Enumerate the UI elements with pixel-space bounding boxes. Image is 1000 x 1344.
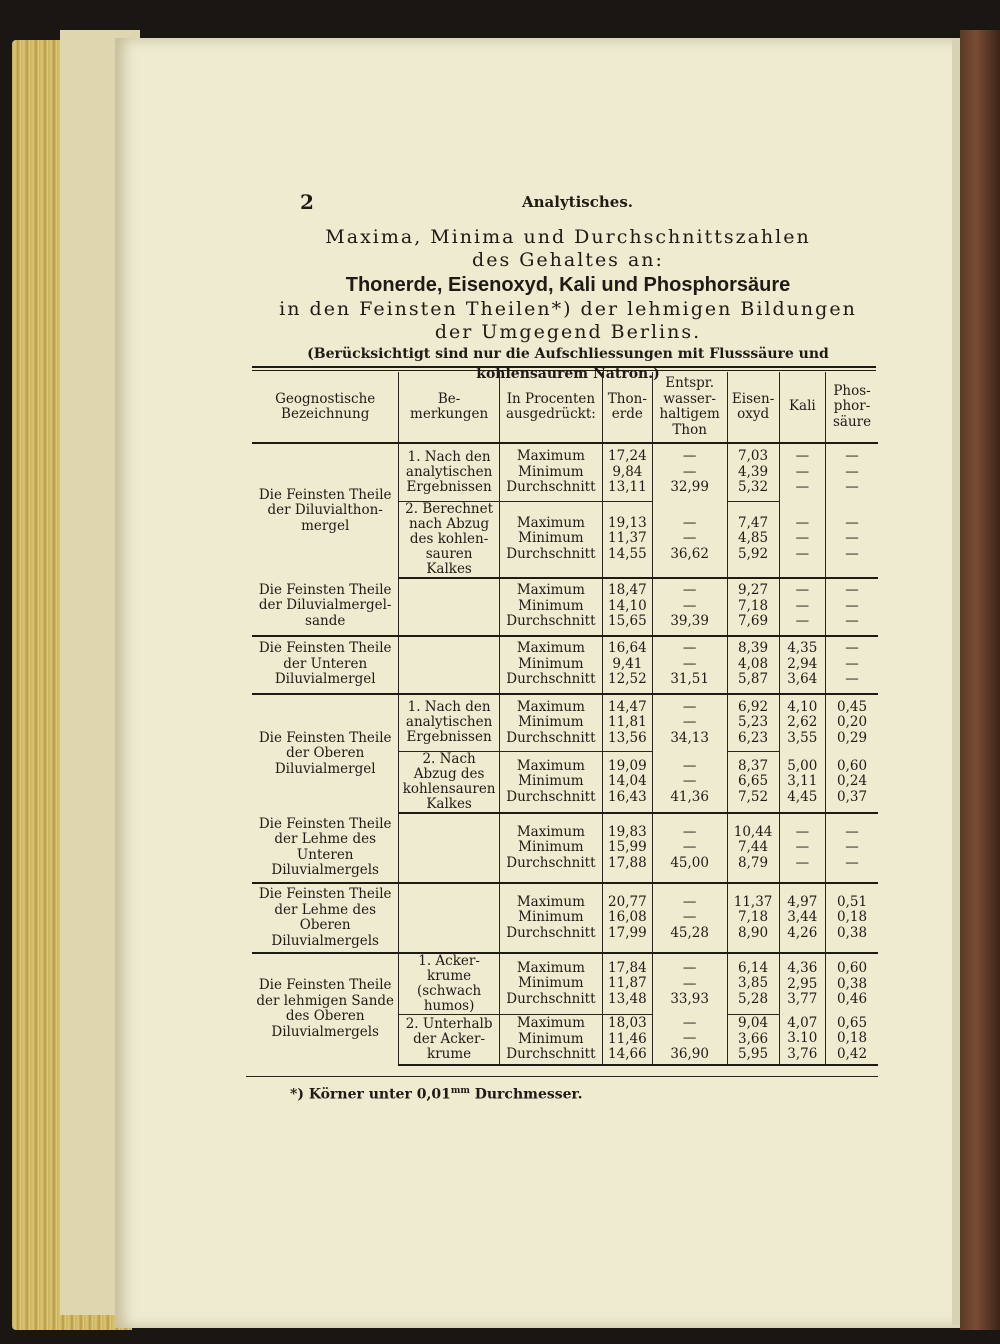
pho-values: [826, 636, 878, 694]
table-row: [252, 636, 878, 694]
kali-value: 3,76: [787, 1045, 818, 1062]
was-value: —: [682, 698, 697, 715]
was-values: [652, 883, 727, 953]
stat-label-max: Maximum: [516, 893, 585, 910]
thon-value: 9,41: [612, 655, 643, 672]
thon-values: [602, 883, 652, 953]
stat-label-max: Maximum: [516, 823, 585, 840]
title-line-4: in den Feinsten Theilen*) der lehmigen Bildungen: [279, 298, 857, 320]
stat-label-max: Maximum: [516, 582, 585, 599]
was-value: 41,36: [670, 788, 709, 805]
footnote-rule: [246, 1076, 878, 1077]
stat-label-avg: Durchschnitt: [506, 613, 596, 630]
was-value: —: [682, 757, 697, 774]
thon-value: 16,64: [608, 640, 647, 657]
was-value: —: [682, 773, 697, 789]
eis-value: 5,28: [738, 990, 769, 1007]
table-row: [252, 694, 878, 752]
thon-value: 17,88: [608, 854, 647, 871]
table-title: [250, 226, 886, 384]
pho-value: —: [845, 671, 859, 688]
thon-value: 19,09: [608, 757, 647, 774]
thon-value: 14,47: [608, 698, 647, 715]
kali-value: 3.10: [787, 1030, 818, 1047]
eis-value: 6,23: [738, 729, 769, 746]
stat-labels: [499, 636, 602, 694]
kali-values: [779, 953, 826, 1015]
was-values: [652, 578, 727, 636]
pho-value: —: [845, 514, 859, 531]
was-value: —: [682, 975, 697, 992]
pho-values: [826, 752, 878, 814]
page-number: 2: [300, 190, 314, 214]
eis-values: [727, 501, 779, 578]
eis-value: 5,92: [738, 545, 769, 562]
pho-values: [826, 694, 878, 752]
thon-value: 16,08: [608, 909, 647, 926]
was-value: —: [682, 655, 697, 672]
eis-values: [727, 636, 779, 694]
was-values: [652, 752, 727, 814]
footnote: [290, 1086, 583, 1103]
eis-value: 4,39: [738, 463, 769, 480]
remark-cell: [399, 636, 499, 694]
kali-values: [779, 1015, 826, 1065]
stat-label-min: Minimum: [518, 714, 584, 730]
was-values: [652, 1015, 727, 1065]
thon-value: 17,24: [608, 448, 647, 464]
kali-value: 3,44: [787, 909, 818, 926]
pho-value: —: [845, 839, 859, 856]
title-note: (Berücksichtigt sind nur die Aufschliessungen mit Flusssäure und kohlensaurem Natron.): [307, 346, 829, 382]
kali-value: 4,45: [787, 788, 818, 805]
header-eisenoxyd: Eisen- oxyd: [727, 372, 779, 443]
stat-label-max: Maximum: [516, 959, 585, 976]
thon-value: 20,77: [608, 893, 647, 910]
kali-value: 4,97: [787, 893, 818, 910]
eis-value: 4,08: [738, 655, 769, 672]
pho-value: 0,18: [837, 909, 868, 926]
stat-label-max: Maximum: [516, 640, 585, 657]
was-value: 33,93: [670, 991, 709, 1007]
remark-cell: [399, 578, 499, 636]
was-value: —: [682, 530, 697, 546]
was-value: 31,51: [670, 671, 709, 688]
geo-designation: Die Feinsten Theile der lehmigen Sande des Oberen Diluvialmergels: [256, 977, 395, 1040]
pho-value: 0,29: [837, 729, 868, 746]
thon-value: 9,84: [612, 463, 643, 480]
kali-value: 4,07: [787, 1014, 818, 1031]
was-values: [652, 501, 727, 578]
pho-value: 0,60: [837, 757, 868, 774]
pho-value: 0,38: [837, 924, 868, 941]
remark-cell: 1. Nach den analytischen Ergebnissen: [399, 694, 499, 752]
kali-value: 4,26: [787, 924, 818, 941]
thon-value: 18,47: [608, 582, 647, 599]
kali-value: 3,77: [787, 991, 818, 1007]
table-row: [252, 953, 878, 1015]
header-thonerde: Thon- erde: [602, 372, 652, 443]
kali-values: [779, 443, 826, 501]
eis-value: 7,18: [738, 597, 769, 614]
was-values: [652, 443, 727, 501]
kali-values: [779, 752, 826, 814]
stat-label-min: Minimum: [518, 597, 584, 614]
eis-value: 7,18: [738, 909, 769, 926]
stat-label-max: Maximum: [516, 514, 585, 531]
was-value: —: [682, 839, 697, 856]
was-value: 36,90: [670, 1045, 709, 1062]
table-row: [252, 578, 878, 636]
thon-value: 11,46: [608, 1030, 647, 1047]
stat-label-avg: Durchschnitt: [506, 854, 596, 871]
eis-values: [727, 883, 779, 953]
kali-values: [779, 813, 826, 883]
was-value: —: [682, 597, 697, 614]
eis-value: 7,47: [738, 514, 769, 531]
was-value: 36,62: [670, 545, 709, 562]
eis-values: [727, 813, 779, 883]
kali-values: [779, 578, 826, 636]
kali-value: 5,00: [787, 757, 818, 774]
was-value: —: [682, 909, 697, 926]
thon-values: [602, 578, 652, 636]
kali-value: —: [795, 839, 810, 856]
table-header-row: [252, 372, 878, 443]
pho-values: [826, 1015, 878, 1065]
thon-value: 11,81: [608, 714, 647, 730]
kali-value: —: [795, 463, 810, 480]
was-value: —: [682, 448, 697, 465]
thon-value: 11,37: [608, 530, 647, 547]
geo-designation: Die Feinsten Theile der Diluvialthon- mergel: [258, 486, 392, 534]
stat-label-min: Minimum: [518, 1030, 584, 1047]
thon-value: 14,55: [608, 545, 647, 562]
kali-value: —: [795, 545, 810, 562]
pho-value: 0,18: [837, 1030, 868, 1047]
thon-value: 12,52: [608, 671, 647, 688]
thon-value: 17,99: [608, 924, 647, 941]
header-geo: Geognostische Bezeichnung: [252, 372, 399, 443]
stat-label-avg: Durchschnitt: [506, 788, 596, 805]
remark-cell: [399, 883, 499, 953]
eis-values: [727, 752, 779, 814]
table-top-rule: [252, 366, 876, 368]
remark-cell: 1. Acker- krume (schwach humos): [399, 953, 499, 1015]
pho-value: —: [845, 448, 859, 465]
stat-label-min: Minimum: [518, 655, 584, 672]
kali-value: —: [795, 597, 810, 614]
eis-value: 6,65: [738, 773, 769, 790]
kali-value: 4,35: [787, 640, 818, 657]
thon-values: [602, 1015, 652, 1065]
eis-value: 3,66: [738, 1030, 769, 1047]
title-line-1: Maxima, Minima und Durchschnittszahlen: [325, 226, 811, 248]
stat-labels: [499, 443, 602, 501]
header-kali: Kali: [779, 372, 826, 443]
thon-values: [602, 636, 652, 694]
pho-values: [826, 578, 878, 636]
stat-label-avg: Durchschnitt: [506, 671, 596, 688]
eis-value: 8,79: [738, 854, 769, 871]
pho-value: 0,42: [837, 1045, 868, 1062]
pho-values: [826, 953, 878, 1015]
kali-value: —: [795, 530, 810, 546]
stat-labels: [499, 1015, 602, 1065]
kali-value: 3,55: [787, 729, 818, 746]
thon-value: 15,99: [608, 839, 647, 856]
thon-value: 15,65: [608, 613, 647, 630]
pho-value: 0,60: [837, 960, 868, 976]
kali-value: —: [795, 613, 810, 630]
kali-value: —: [795, 854, 810, 871]
pho-value: —: [845, 582, 859, 599]
title-line-3: Thonerde, Eisenoxyd, Kali und Phosphorsäure: [345, 274, 791, 296]
kali-value: 3,11: [787, 773, 818, 789]
pho-value: —: [845, 854, 859, 871]
thon-value: 17,84: [608, 959, 647, 976]
kali-value: 2,95: [787, 975, 818, 992]
was-value: —: [682, 463, 697, 480]
geo-designation: Die Feinsten Theile der Lehme des Unteren Diluvialmergels: [252, 813, 399, 883]
pho-value: 0,38: [837, 975, 868, 992]
was-value: —: [682, 823, 697, 840]
thon-value: 13,11: [608, 479, 647, 495]
thon-values: [602, 813, 652, 883]
was-value: —: [682, 714, 697, 731]
stat-labels: [499, 752, 602, 814]
thon-value: 13,56: [608, 729, 647, 746]
eis-value: 4,85: [738, 530, 769, 547]
pho-value: —: [845, 545, 859, 562]
kali-values: [779, 636, 826, 694]
pho-value: —: [845, 530, 859, 546]
thon-value: 19,83: [608, 823, 647, 840]
was-value: —: [682, 1030, 697, 1047]
thon-value: 11,87: [608, 975, 647, 992]
kali-value: 3,64: [787, 671, 818, 688]
pho-value: 0,37: [837, 788, 868, 805]
header-bemerkungen: Be- merkungen: [399, 372, 499, 443]
eis-values: [727, 953, 779, 1015]
table-row: [252, 883, 878, 953]
thon-value: 19,13: [608, 514, 647, 531]
stat-label-min: Minimum: [518, 773, 584, 790]
kali-values: [779, 883, 826, 953]
thon-values: [602, 752, 652, 814]
remark-cell: 1. Nach den analytischen Ergebnissen: [399, 443, 499, 501]
stat-label-min: Minimum: [518, 839, 584, 856]
stat-label-max: Maximum: [516, 448, 585, 464]
stat-label-avg: Durchschnitt: [506, 924, 596, 941]
eis-values: [727, 694, 779, 752]
remark-cell: [399, 813, 499, 883]
was-value: —: [682, 960, 697, 976]
stat-label-avg: Durchschnitt: [506, 1046, 596, 1062]
remark-cell: 2. Nach Abzug des kohlensauren Kalkes: [399, 752, 499, 814]
was-values: [652, 694, 727, 752]
pho-values: [826, 883, 878, 953]
eis-value: 5,32: [738, 479, 769, 495]
eis-value: 7,69: [738, 613, 769, 630]
stat-label-min: Minimum: [518, 530, 584, 547]
pho-value: 0,45: [837, 698, 868, 715]
stat-label-max: Maximum: [516, 1015, 585, 1031]
pho-value: —: [845, 479, 859, 496]
remark-cell: 2. Berechnet nach Abzug des kohlen- sauren Kalkes: [399, 501, 499, 578]
stat-label-min: Minimum: [518, 909, 584, 926]
eis-value: 3,85: [738, 975, 769, 992]
eis-value: 9,27: [738, 582, 769, 599]
table-row: [252, 813, 878, 883]
stat-label-avg: Durchschnitt: [506, 545, 596, 562]
pho-values: [826, 443, 878, 501]
eis-value: 8,39: [738, 640, 769, 657]
stat-label-min: Minimum: [518, 975, 584, 992]
pho-value: 0,65: [837, 1014, 868, 1031]
thon-value: 14,04: [608, 773, 647, 790]
eis-value: 5,23: [738, 714, 769, 730]
was-value: —: [682, 640, 697, 657]
pho-value: —: [845, 640, 859, 657]
was-value: 45,00: [670, 854, 709, 871]
was-value: 45,28: [670, 924, 709, 941]
footnote-unit: mm: [450, 1086, 470, 1096]
stat-labels: [499, 883, 602, 953]
eis-value: 9,04: [738, 1015, 769, 1031]
eis-value: 5,95: [738, 1046, 769, 1062]
was-value: —: [682, 514, 697, 531]
remark-cell: 2. Unterhalb der Acker- krume: [399, 1015, 499, 1065]
kali-value: —: [795, 823, 810, 840]
eis-value: 7,52: [738, 788, 769, 805]
footnote-text: *) Körner unter 0,01: [290, 1086, 451, 1103]
book-cover-edge: [960, 30, 1000, 1330]
geo-designation: Die Feinsten Theile der Unteren Diluvialmergel: [252, 636, 399, 694]
header-wasserhaltigem-thon: Entspr. wasser- haltigem Thon: [652, 372, 727, 443]
eis-value: 8,37: [738, 757, 769, 774]
stat-label-avg: Durchschnitt: [506, 479, 596, 495]
thon-values: [602, 501, 652, 578]
eis-values: [727, 1015, 779, 1065]
thon-values: [602, 694, 652, 752]
pho-value: —: [845, 655, 859, 672]
pho-values: [826, 813, 878, 883]
was-value: —: [682, 1014, 697, 1031]
was-value: —: [682, 582, 697, 599]
stat-label-max: Maximum: [516, 698, 585, 715]
thon-value: 14,66: [608, 1046, 647, 1062]
kali-value: 4,36: [787, 960, 818, 976]
stat-labels: [499, 694, 602, 752]
title-line-2: des Gehaltes an:: [472, 249, 664, 271]
stat-labels: [499, 953, 602, 1015]
table-top-rule-thin: [252, 370, 876, 371]
eis-value: 6,92: [738, 698, 769, 715]
table-row: [252, 443, 878, 501]
table-body: [252, 443, 878, 1065]
eis-value: 7,44: [738, 839, 769, 856]
pho-value: 0,46: [837, 991, 868, 1007]
kali-value: 2,94: [787, 655, 818, 672]
eis-value: 7,03: [738, 448, 769, 464]
was-values: [652, 636, 727, 694]
running-head: Analytisches.: [522, 193, 633, 211]
thon-values: [602, 443, 652, 501]
eis-values: [727, 443, 779, 501]
pho-value: —: [845, 823, 859, 840]
stat-labels: [499, 501, 602, 578]
footnote-suffix: Durchmesser.: [469, 1086, 583, 1103]
stat-labels: [499, 813, 602, 883]
was-values: [652, 953, 727, 1015]
geo-designation: Die Feinsten Theile der Oberen Diluvialmergel: [258, 729, 392, 777]
kali-value: 4,10: [787, 698, 818, 715]
pho-values: [826, 501, 878, 578]
stat-label-avg: Durchschnitt: [506, 990, 596, 1007]
was-values: [652, 813, 727, 883]
thon-value: 18,03: [608, 1015, 647, 1031]
was-value: 32,99: [670, 479, 709, 496]
kali-values: [779, 694, 826, 752]
kali-value: —: [795, 479, 810, 496]
kali-value: —: [795, 514, 810, 531]
title-line-5: der Umgegend Berlins.: [434, 321, 702, 343]
thon-value: 13,48: [608, 990, 647, 1007]
stat-labels: [499, 578, 602, 636]
stat-label-max: Maximum: [516, 757, 585, 774]
geo-designation: Die Feinsten Theile der Diluvialmergel- sande: [252, 578, 399, 636]
pho-value: 0,20: [837, 714, 868, 731]
stat-label-avg: Durchschnitt: [506, 729, 596, 746]
kali-value: —: [795, 448, 810, 465]
header-phosphorsaeure: Phos- phor- säure: [826, 372, 878, 443]
data-table: [252, 372, 878, 1066]
eis-value: 5,87: [738, 671, 769, 688]
header-procenten: In Procenten ausgedrückt:: [499, 372, 602, 443]
thon-value: 16,43: [608, 788, 647, 805]
kali-values: [779, 501, 826, 578]
eis-value: 11,37: [733, 893, 773, 910]
eis-value: 10,44: [733, 823, 773, 840]
was-value: 34,13: [670, 729, 709, 746]
eis-value: 8,90: [738, 924, 769, 941]
kali-value: 2,62: [787, 714, 818, 731]
eis-value: 6,14: [738, 959, 769, 976]
pho-value: 0,51: [837, 893, 868, 910]
thon-values: [602, 953, 652, 1015]
pho-value: 0,24: [837, 773, 868, 789]
geo-designation: Die Feinsten Theile der Lehme des Oberen Diluvialmergels: [252, 883, 399, 953]
stat-label-min: Minimum: [518, 463, 584, 480]
pho-value: —: [845, 613, 859, 630]
eis-values: [727, 578, 779, 636]
thon-value: 14,10: [608, 597, 647, 614]
was-value: —: [682, 893, 697, 910]
pho-value: —: [845, 463, 859, 480]
pho-value: —: [845, 597, 859, 614]
kali-value: —: [795, 582, 810, 599]
was-value: 39,39: [670, 613, 709, 630]
